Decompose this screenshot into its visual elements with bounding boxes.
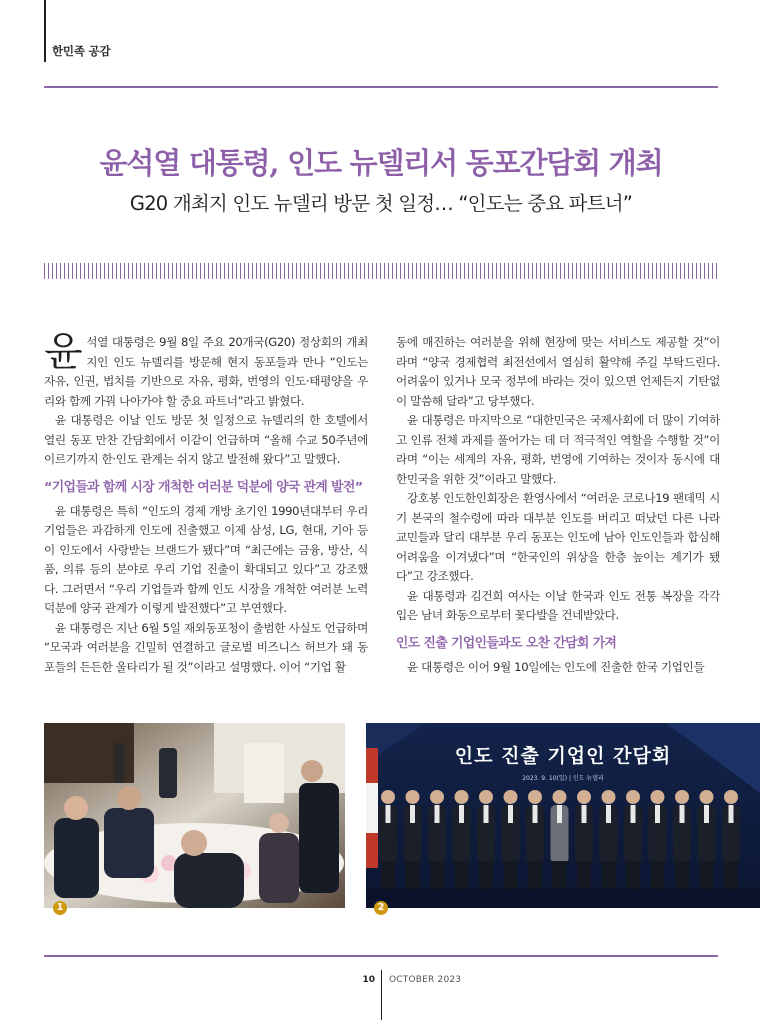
footer-divider [44, 955, 718, 957]
article-subtitle: G20 개최지 인도 뉴델리 방문 첫 일정… “인도는 중요 파트너” [129, 192, 633, 215]
banner-title: 인도 진출 기업인 간담회 [454, 745, 672, 767]
photo-group-illustration [366, 723, 760, 908]
paragraph: 강호봉 인도한인회장은 환영사에서 “여러운 코로나19 팬데믹 시기 본국의 철수령에 따라 대부분 인도를 버리고 떠났던 다른 나라 교민들과 달리 대부분 우리 동포는 인도에 남아 인도인들과 합심해 어려움을 이겨냈다”며 “한국인의 위상을 한층 높이는 계기가 됐다”고 강조했다. [396, 491, 720, 583]
header-divider [44, 86, 718, 88]
paragraph: 윤 대통령은 이어 9월 10일에는 인도에 진출한 한국 기업인들 [407, 659, 705, 674]
paragraph: 윤 대통령은 지난 6월 5일 재외동포청이 출범한 사실도 언급하며 “모국과 여러분을 긴밀히 연결하고 글로벌 비즈니스 허브가 돼 동포들의 든든한 울타리가 될 것”이라고 설명했다. 이어 “기업 활 [44, 620, 368, 674]
paragraph: 윤 대통령과 김건희 여사는 이날 한국과 인도 전통 복장을 각각 입은 남녀 화동으로부터 꽃다발을 건네받았다. [396, 588, 720, 622]
banner-subtitle: 2023. 9. 10(일) | 인도 뉴델리 [522, 775, 604, 782]
drop-cap: 윤 [44, 329, 83, 375]
photo-business-luncheon [366, 723, 760, 908]
article-column-left [44, 329, 368, 677]
photo-dinner-illustration [44, 723, 345, 908]
paragraph: 윤 대통령은 특히 “인도의 경제 개방 초기인 1990년대부터 우리 기업들은 과감하게 인도에 진출했고 이제 삼성, LG, 현대, 기아 등이 인도에서 사랑받는 브랜드가 됐다”며 “최근에는 금융, 방산, 식품, 의류 등의 분야로 우리 기업 진출이 확대되고 있다”고 강조했다. 그러면서 “우리 기업들과 함께 인도 시장을 개척한 여러분 노력 덕분에 양국 관계가 이렇게 발전했다”고 부연했다. [44, 503, 368, 615]
paragraph [44, 329, 368, 411]
section-heading: 인도 진출 기업인들과도 오찬 간담회 가져 [396, 635, 617, 651]
photo-dinner-meeting [44, 723, 345, 908]
issue-date: OCTOBER 2023 [389, 975, 462, 985]
page-number: 10 [362, 975, 375, 985]
paragraph-text: 석열 대통령은 9월 8일 주요 20개국(G20) 정상회의 개최지인 인도 뉴델리를 방문해 현지 동포들과 만나 “인도는 자유, 인권, 법치를 기반으로 자유, 평화, 번영의 인도·태평양을 우리와 함께 가꿔 나아가야 할 중요 파트너”라고 밝혔다. [44, 335, 368, 408]
header-vertical-rule [44, 0, 46, 62]
article-title: 윤석열 대통령, 인도 뉴델리서 동포간담회 개최 [99, 146, 663, 180]
paragraph: 윤 대통령은 마지막으로 “대한민국은 국제사회에 더 많이 기여하고 인류 전체 과제를 풀어가는 데 더 적극적인 역할을 수행할 것”이라며 “이는 세계의 자유, 평화, 번영에 기여하는 것이자 동시에 대한민국을 위한 것”이라고 말했다. [396, 413, 720, 486]
article-column-right [396, 333, 720, 677]
footer-vertical-rule [381, 970, 382, 1020]
paragraph: 윤 대통령은 이날 인도 방문 첫 일정으로 뉴델리의 한 호텔에서 열린 동포 만찬 간담회에서 이같이 언급하며 “올해 수교 50주년에 이르기까지 한·인도 관계는 쉬지 않고 발전해 왔다”고 말했다. [44, 413, 368, 466]
paragraph: 동에 매진하는 여러분을 위해 현장에 맞는 서비스도 제공할 것”이라며 “양국 경제협력 최전선에서 열심히 활약해 주길 부탁드린다. 어려움이 있거나 모국 정부에 바라는 것이 있으면 언제든지 기탄없이 말씀해 달라”고 당부했다. [396, 335, 720, 408]
photo-number-badge: 1 [53, 901, 67, 915]
section-heading: “기업들과 함께 시장 개척한 여러분 덕분에 양국 관계 발전” [44, 479, 363, 495]
decorative-hatch-band [44, 263, 718, 279]
section-label: 한민족 공감 [52, 44, 111, 58]
photo-number-badge: 2 [374, 901, 388, 915]
